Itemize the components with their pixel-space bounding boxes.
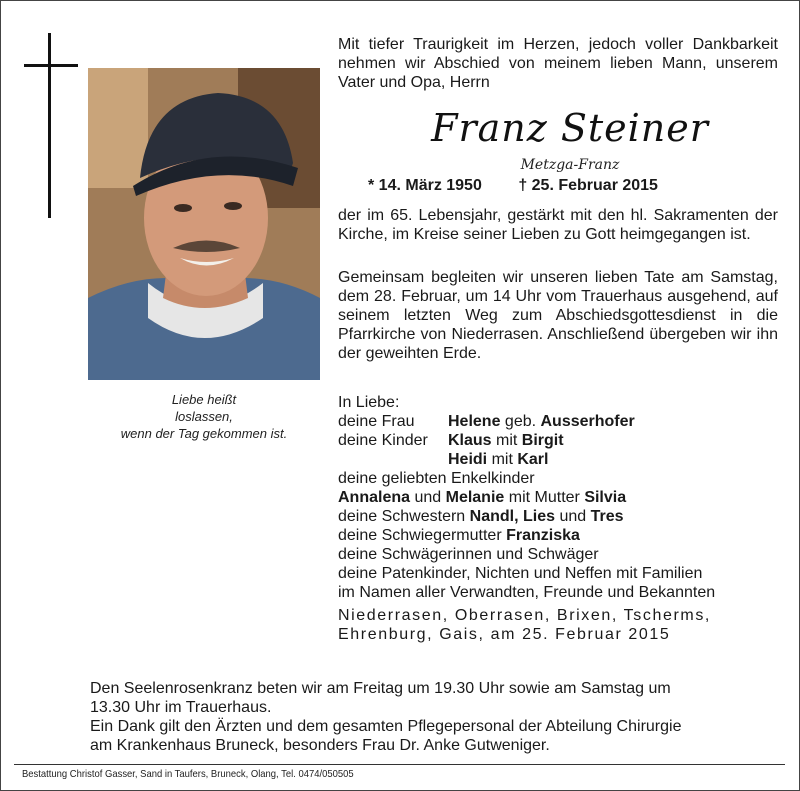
paragraph-passing: der im 65. Lebensjahr, gestärkt mit den hl. Sakramenten der Kirche, im Kreise seiner Lieben zu Gott heimgegangen ist. [338,207,778,243]
caption-line: loslassen, [175,409,233,424]
family-label: deine Schwestern [338,508,470,525]
family-label: deine Kinder [338,432,428,449]
family-name: Klaus [448,432,492,449]
family-connector: mit [491,432,522,449]
cross-icon-bar [24,64,78,67]
caption-line: Liebe heißt [171,392,237,407]
family-grandchildren-label: deine geliebten Enkelkinder [338,470,535,487]
family-name: Birgit [521,432,564,449]
rosary-notice [90,679,780,717]
place-line: Niederrasen, Oberrasen, Brixen, Tscherms, [338,607,711,624]
family-grandchildren [338,488,778,507]
family-name: Franziska [506,527,580,544]
family-godchildren: deine Patenkinder, Nichten und Neffen mit Familien [338,565,703,582]
family-children [338,431,778,450]
family-sisters [338,507,778,526]
cross-icon [48,33,51,218]
family-name: Heidi [448,451,488,468]
family-wife [338,412,778,431]
family-inlaws: deine Schwägerinnen und Schwäger [338,546,599,563]
nickname: Metzga-Franz [520,157,620,173]
rosary-line: Den Seelenrosenkranz beten wir am Freitag um 19.30 Uhr sowie am Samstag um [90,680,671,697]
family-connector: und [555,508,591,525]
thanks-line: Ein Dank gilt den Ärzten und dem gesamten Pflegepersonal der Abteilung Chirurgie [90,718,682,735]
family-relatives: im Namen aller Verwandten, Freunde und Bekannten [338,584,716,601]
life-dates [368,176,768,196]
photo-caption [88,391,320,442]
family-connector: geb. [500,413,541,430]
caption-line: wenn der Tag gekommen ist. [120,426,288,441]
family-name: Ausserhofer [540,413,635,430]
family-connector: mit [487,451,518,468]
family-name: Nandl, Lies [469,508,555,525]
death-date: † 25. Februar 2015 [518,177,658,194]
family-name: Silvia [584,489,627,506]
family-connector: mit Mutter [504,489,585,506]
family-heading: In Liebe: [338,394,400,411]
family-children-2 [338,450,778,469]
footer-divider [14,764,785,765]
family-name: Tres [590,508,624,525]
family-motherinlaw [338,526,778,545]
family-label: deine Frau [338,413,415,430]
place-line: Ehrenburg, Gais, am 25. Februar 2015 [338,626,671,643]
thanks-notice [90,717,780,755]
family-name: Helene [448,413,501,430]
birth-date: * 14. März 1950 [368,177,482,194]
thanks-line: am Krankenhaus Bruneck, besonders Frau Dr. Anke Gutweniger. [90,737,550,754]
family-connector: und [410,489,446,506]
family-name: Melanie [445,489,505,506]
paragraph-funeral: Gemeinsam begleiten wir unseren lieben Tate am Samstag, dem 28. Februar, um 14 Uhr vom Trauerhaus ausgehend, auf seinem letzten Weg zum Abschiedsgottesdienst in die Pfarrkirche von Niederrasen. Anschließend übergeben wir ihn der geweihten Erde. [338,269,778,362]
family-list [338,393,778,602]
family-name: Karl [517,451,549,468]
deceased-name: Franz Steiner [431,106,709,150]
portrait-photo [88,68,320,380]
family-name: Annalena [338,489,411,506]
family-label: deine Schwiegermutter [338,527,507,544]
place-and-date [338,606,778,644]
funeral-home-footer: Bestattung Christof Gasser, Sand in Taufers, Bruneck, Olang, Tel. 0474/050505 [22,768,354,780]
intro-text: Mit tiefer Traurigkeit im Herzen, jedoch voller Dankbarkeit nehmen wir Abschied von meinem lieben Mann, unserem Vater und Opa, Herrn [338,36,778,91]
rosary-line: 13.30 Uhr im Trauerhaus. [90,699,272,716]
